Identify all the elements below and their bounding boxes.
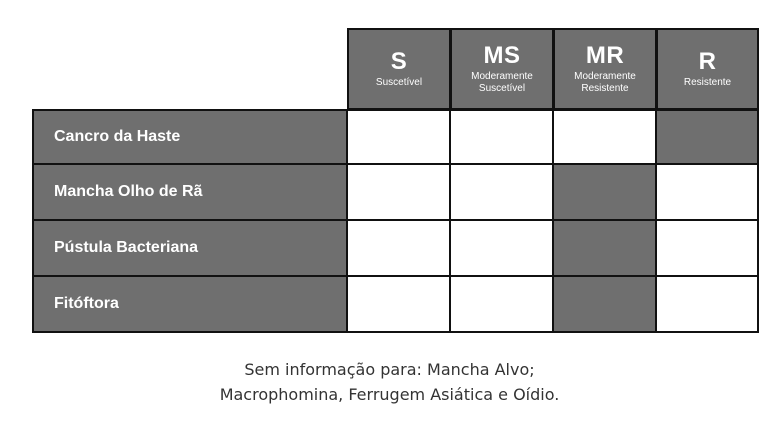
rating-cell	[347, 220, 450, 276]
column-header-ms	[450, 28, 553, 109]
column-header-mr	[553, 28, 656, 109]
column-description	[574, 71, 636, 95]
column-description-line: Moderamente	[574, 71, 636, 82]
rating-cell	[656, 276, 759, 333]
rating-cell	[347, 164, 450, 220]
rating-cell	[553, 164, 656, 220]
column-description-line: Suscetível	[478, 83, 526, 94]
row-label-pustula-bacteriana: Pústula Bacteriana	[32, 220, 347, 276]
rating-cell	[656, 164, 759, 220]
rating-cell	[656, 220, 759, 276]
rating-cell	[347, 109, 450, 164]
column-description-line: Resistente	[581, 83, 629, 94]
column-description: Suscetível	[375, 77, 423, 88]
missing-info-note	[0, 357, 779, 407]
resistance-table	[30, 28, 759, 333]
row-label-mancha-olho-de-ra: Mancha Olho de Rã	[32, 164, 347, 220]
column-header-r	[656, 28, 759, 109]
row-label-fitoftora: Fitóftora	[32, 276, 347, 333]
note-line: Sem informação para: Mancha Alvo;	[244, 360, 535, 379]
table-corner	[32, 28, 347, 109]
column-description: Resistente	[683, 77, 732, 88]
rating-cell	[553, 276, 656, 333]
column-code: S	[390, 48, 408, 75]
rating-cell	[347, 276, 450, 333]
rating-cell	[553, 109, 656, 164]
rating-cell	[450, 109, 553, 164]
column-header-s	[347, 28, 450, 109]
column-description-line: Moderamente	[471, 71, 533, 82]
note-line: Macrophomina, Ferrugem Asiática e Oídio.	[219, 385, 560, 404]
rating-cell	[450, 276, 553, 333]
rating-cell	[656, 109, 759, 164]
column-code: MS	[483, 42, 521, 69]
rating-cell	[450, 220, 553, 276]
column-code: R	[698, 48, 717, 75]
rating-cell	[450, 164, 553, 220]
column-description	[471, 71, 533, 95]
row-label-cancro-da-haste: Cancro da Haste	[32, 109, 347, 164]
rating-cell	[553, 220, 656, 276]
column-code: MR	[585, 42, 625, 69]
